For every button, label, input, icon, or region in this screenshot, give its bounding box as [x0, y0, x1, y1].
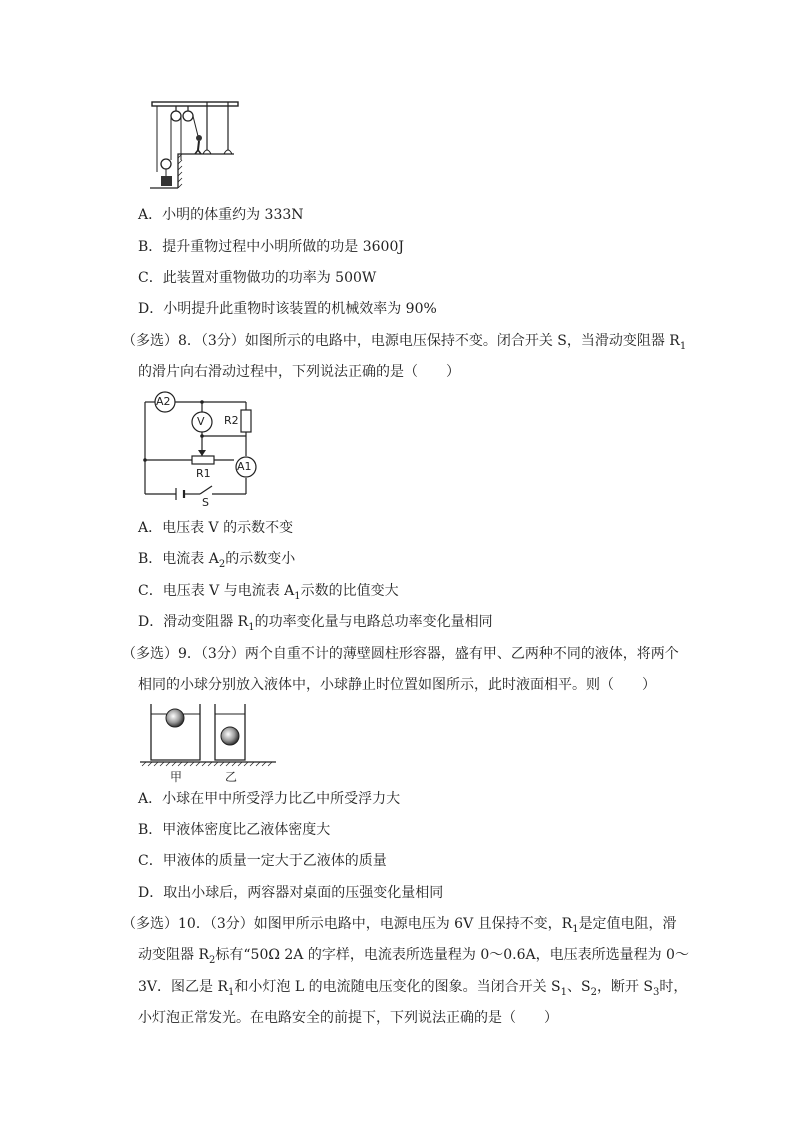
q10-stem-line3: 3V．图乙是 $R_1$和小灯泡 L 的电流随电压变化的图象。当闭合开关 $S_1$、$S_2$，断开 $S_3$时，	[138, 979, 688, 998]
rheostat-r1-label: R1	[196, 467, 211, 480]
switch-s-label: S	[202, 496, 209, 509]
container-jia-label: 甲	[170, 770, 183, 784]
q8-option-b: B．电流表 $A_2$的示数变小	[138, 551, 296, 570]
q7-option-b: B．提升重物过程中小明所做的功是 3600J	[138, 239, 404, 255]
q8-option-c: C．电压表 V 与电流表 $A_1$示数的比值变大	[138, 583, 399, 602]
pulley-figure	[148, 96, 248, 196]
q8-stem-line2: 的滑片向右滑动过程中，下列说法正确的是（ ）	[138, 364, 460, 380]
container-yi-label: 乙	[225, 770, 238, 784]
ammeter-a1-label: A1	[237, 460, 252, 473]
q8-stem-line1: （多选）8．（3分）如图所示的电路中，电源电压保持不变。闭合开关 S，当滑动变阻器 $R_1$	[122, 333, 687, 352]
q7-option-a: A．小明的体重约为 333N	[138, 207, 304, 223]
resistor-r2-label: R2	[224, 414, 239, 427]
q9-option-b: B．甲液体密度比乙液体密度大	[138, 822, 331, 838]
q9-option-a: A．小球在甲中所受浮力比乙中所受浮力大	[138, 791, 401, 807]
q7-option-c: C．此装置对重物做功的功率为 500W	[138, 270, 377, 286]
q7-option-d: D．小明提升此重物时该装置的机械效率为 90%	[138, 301, 437, 317]
q9-stem-line1: （多选）9．（3分）两个自重不计的薄壁圆柱形容器，盛有甲、乙两种不同的液体，将两个	[122, 646, 679, 662]
circuit-figure	[140, 390, 270, 514]
containers-figure	[140, 700, 280, 784]
q10-stem-line1: （多选）10．（3分）如图甲所示电路中，电源电压为 6V 且保持不变，$R_1$是定值电阻，滑	[122, 916, 677, 935]
q9-option-d: D．取出小球后，两容器对桌面的压强变化量相同	[138, 885, 444, 901]
q8-option-a: A．电压表 V 的示数不变	[138, 520, 294, 536]
q10-stem-line2: 动变阻器 $R_2$标有“50Ω 2A 的字样，电流表所选量程为 0～0.6A，电压表所选量程为 0～	[138, 947, 689, 966]
q10-stem-line4: 小灯泡正常发光。在电路安全的前提下，下列说法正确的是（ ）	[138, 1010, 558, 1026]
q9-stem-line2: 相同的小球分别放入液体中，小球静止时位置如图所示，此时液面相平。则（ ）	[138, 677, 656, 693]
voltmeter-label: V	[197, 415, 205, 428]
q9-option-c: C．甲液体的质量一定大于乙液体的质量	[138, 853, 387, 869]
ammeter-a2-label: A2	[156, 395, 171, 408]
q8-option-d: D．滑动变阻器 $R_1$的功率变化量与电路总功率变化量相同	[138, 614, 493, 633]
